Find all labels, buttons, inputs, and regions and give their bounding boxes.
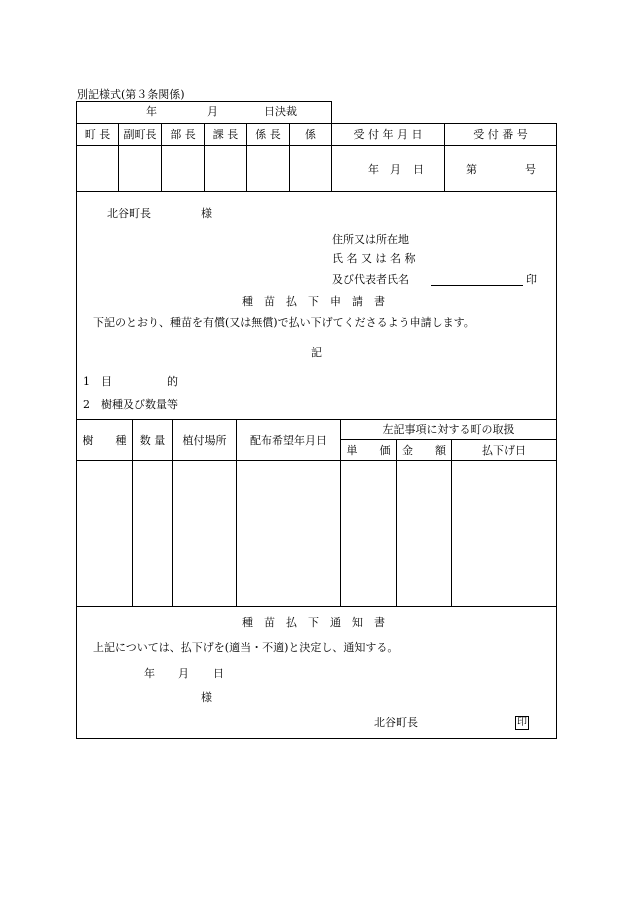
decision-day-label: 日決裁 (264, 105, 297, 118)
approver-staff: 係 (305, 128, 316, 141)
approver-section-chief: 課 長 (212, 128, 239, 141)
reception-date-day: 日 (413, 163, 424, 176)
col-tree-species: 樹 種 (82, 434, 127, 447)
notice-year: 年 (144, 667, 155, 680)
ki-label: 記 (311, 346, 322, 359)
applicant-seal-mark: 印 (526, 273, 537, 286)
approver-subsection-chief: 係 長 (255, 128, 281, 141)
reception-date-month: 月 (390, 163, 401, 176)
representative-label: 及び代表者氏名 (332, 273, 409, 286)
item2-number: 2 (83, 398, 90, 411)
col-planting-place: 植付場所 (182, 434, 227, 447)
item2-label: 樹種及び数量等 (101, 398, 178, 411)
notice-day: 日 (213, 667, 224, 680)
col-quantity: 数 量 (139, 434, 166, 447)
col-town-handling: 左記事項に対する町の取扱 (382, 423, 515, 436)
col-desired-date: 配布希望年月日 (250, 434, 327, 447)
decision-month: 月 (207, 105, 218, 118)
application-title: 種 苗 払 下 申 請 書 (242, 295, 385, 308)
reception-date-header: 受 付 年 月 日 (353, 128, 423, 141)
col-amount: 金 額 (402, 444, 446, 457)
name-label: 氏 名 又 は 名 称 (332, 252, 416, 265)
col-unit-price: 単 価 (346, 444, 391, 457)
notice-sama: 様 (201, 691, 212, 704)
signature-line (431, 285, 523, 286)
item1-label: 目 的 (101, 375, 178, 388)
item1-number: 1 (83, 375, 90, 388)
col-disposal-date: 払下げ日 (482, 444, 526, 457)
notice-month: 月 (178, 667, 189, 680)
addressee-sama: 様 (201, 207, 212, 220)
application-body: 下記のとおり、種苗を有償(又は無償)で払い下げてくださるよう申請します。 (93, 316, 475, 329)
reception-number-prefix: 第 (466, 163, 477, 176)
approver-mayor: 町 長 (84, 128, 111, 141)
reception-number-suffix: 号 (525, 163, 536, 176)
approver-director: 部 長 (170, 128, 196, 141)
notice-body: 上記については、払下げを(適当・不適)と決定し、通知する。 (93, 641, 399, 654)
address-label: 住所又は所在地 (332, 233, 409, 246)
approver-deputy-mayor: 副町長 (123, 128, 157, 141)
decision-year: 年 (146, 105, 157, 118)
form-caption: 別記様式(第３条関係) (77, 88, 185, 101)
reception-number-header: 受 付 番 号 (473, 128, 528, 141)
addressee-mayor: 北谷町長 (107, 207, 151, 220)
notice-issuer: 北谷町長 (374, 716, 418, 729)
official-seal-mark: 印 (517, 717, 527, 728)
notice-title: 種 苗 払 下 通 知 書 (242, 616, 385, 629)
reception-date-year: 年 (368, 163, 379, 176)
